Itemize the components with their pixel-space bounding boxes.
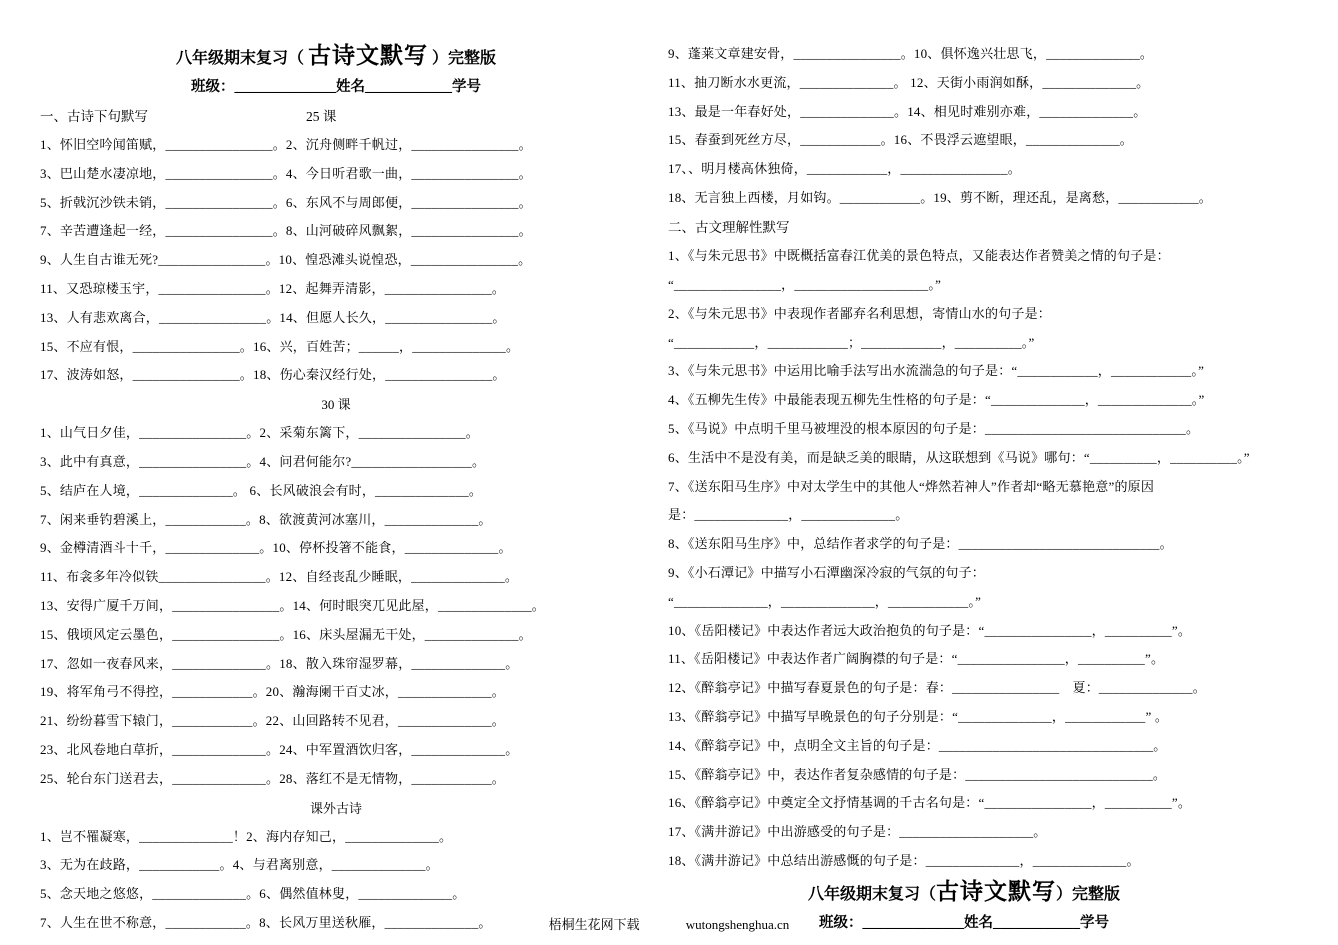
worksheet-line: 18、《满井游记》中总结出游感慨的句子是：______________，______________。 [668, 853, 1140, 869]
worksheet-line: 21、纷纷暮雪下辕门，____________。22、山回路转不见君，______________。 [40, 713, 506, 729]
worksheet-line: 1、怀旧空吟闻笛赋，________________。2、沉舟侧畔千帆过，________________。 [40, 137, 532, 152]
worksheet-line: 7、闲来垂钓碧溪上，____________。8、欲渡黄河冰塞川，______________。 [40, 511, 492, 527]
worksheet-line: 3、此中有真意，________________。4、问君何能尔?__________________。 [40, 453, 486, 469]
page-title [40, 40, 632, 72]
worksheet-line: 13、《醉翁亭记》中描写早晚景色的句子分别是：“______________，____________” 。 [668, 709, 1169, 725]
title-suffix: ）完整版 [428, 50, 497, 67]
worksheet-line: 1、山气日夕佳，________________。2、采菊东篱下，________________。 [40, 425, 480, 441]
worksheet-line: 12、《醉翁亭记》中描写春夏景色的句子是：春：________________ 夏：______________。 [668, 680, 1206, 696]
footer-site-name: 梧桐生花网下载 [548, 917, 640, 932]
worksheet-line: 9、蓬莱文章建安骨，________________。10、俱怀逸兴壮思飞，______________。 [668, 46, 1154, 61]
worksheet-line: 15、《醉翁亭记》中，表达作者复杂感情的句子是：____________________________。 [668, 766, 1167, 782]
worksheet-line: 17、忽如一夜春风来，______________。18、散入珠帘湿罗幕，______________。 [40, 655, 519, 671]
worksheet-line: 11、布衾多年冷似铁________________。12、自经丧乱少睡眠，______________。 [40, 569, 519, 585]
worksheet-line: “________________，____________________。” [668, 277, 942, 293]
worksheet-line: 5、《马说》中点明千里马被埋没的根本原因的句子是：______________________________。 [668, 421, 1200, 437]
worksheet-line: 是：______________，______________。 [668, 507, 909, 523]
worksheet-line: 11、《岳阳楼记》中表达作者广阔胸襟的句子是：“________________，__________”。 [668, 651, 1165, 667]
worksheet-line: 17、波涛如怒，________________。18、伤心秦汉经行处，________________。 [40, 367, 506, 383]
worksheet-line: 17、《满井游记》中出游感受的句子是：____________________。 [668, 824, 1047, 840]
worksheet-line: 15、俄顷风定云墨色，________________。16、床头屋漏无干处，______________。 [40, 626, 532, 642]
worksheet-line: 2、《与朱元思书》中表现作者鄙弃名利思想，寄情山水的句子是： [668, 305, 1052, 321]
worksheet-line: 11、抽刀断水水更流，______________。 12、天街小雨润如酥，______________。 [668, 74, 1150, 90]
title-prefix: 八年级期末复习（ [175, 50, 308, 67]
worksheet-line: 14、《醉翁亭记》中，点明全文主旨的句子是：________________________________。 [668, 737, 1167, 753]
worksheet-line: 10、《岳阳楼记》中表达作者远大政治抱负的句子是：“________________，__________”。 [668, 622, 1192, 638]
bottom-page-title [668, 876, 1260, 908]
lesson-30-label: 30 课 [321, 397, 351, 413]
lesson-30-lines [40, 419, 632, 793]
worksheet-line: 17、、明月楼高休独倚，____________，________________。 [668, 161, 1021, 177]
section-two-lines [668, 242, 1260, 876]
two-column-layout [40, 40, 1300, 938]
worksheet-line: “______________，______________，____________。” [668, 593, 982, 609]
worksheet-line: 7、《送东阳马生序》中对太学生中的其他人“烨然若神人”作者却“略无慕艳意”的原因 [668, 478, 1155, 494]
worksheet-line: 3、巴山楚水凄凉地，________________。4、今日听君歌一曲，________________。 [40, 165, 532, 181]
worksheet-line: 5、结庐在人境，______________。 6、长风破浪会有时，______________。 [40, 482, 483, 498]
section-one-heading: 一、古诗下句默写 [40, 109, 148, 124]
left-column [40, 40, 632, 938]
worksheet-line: 5、念天地之悠悠，______________。6、偶然值林叟，______________。 [40, 886, 466, 902]
bottom-class-name-number-line: 班级：______________姓名____________学号 [819, 914, 1109, 931]
worksheet-line: 4、《五柳先生传》中最能表现五柳先生性格的句子是：“______________，______________。” [668, 392, 1205, 408]
right-column [668, 40, 1260, 938]
worksheet-line: 8、《送东阳马生序》中，总结作者求学的句子是：______________________________。 [668, 536, 1173, 552]
bottom-title-emphasis: 古诗文默写 [936, 878, 1056, 904]
worksheet-line: 25、轮台东门送君去，______________。28、落红不是无情物，____________。 [40, 770, 506, 786]
section-one-header [40, 102, 632, 131]
worksheet-line: 6、生活中不是没有美，而是缺乏美的眼睛，从这联想到《马说》哪句：“__________，__________。” [668, 449, 1250, 465]
worksheet-line: 13、最是一年春好处，______________。14、相见时难别亦难，______________。 [668, 103, 1147, 119]
worksheet-line: 13、安得广厦千万间，________________。14、何时眼突兀见此屋，______________。 [40, 597, 546, 613]
worksheet-line: 23、北风卷地白草折，______________。24、中军置酒饮归客，______________。 [40, 741, 519, 757]
title-emphasis: 古诗文默写 [308, 43, 428, 68]
class-name-number-line: 班级：______________姓名____________学号 [191, 79, 481, 95]
worksheet-line: 11、又恐琼楼玉宇，________________。12、起舞弄清影，________________。 [40, 280, 506, 296]
worksheet-line: 19、将军角弓不得控，____________。20、瀚海阑干百丈冰，______________。 [40, 684, 506, 700]
bottom-title-suffix: ）完整版 [1056, 885, 1121, 903]
worksheet-line: 5、折戟沉沙铁未销，________________。6、东风不与周郎便，________________。 [40, 194, 532, 210]
worksheet-line: 1、岂不罹凝寒，______________！2、海内存知己，______________。 [40, 828, 453, 844]
worksheet-line: 13、人有悲欢离合，________________。14、但愿人长久，________________。 [40, 309, 506, 325]
worksheet-line: 3、《与朱元思书》中运用比喻手法写出水流湍急的句子是：“____________，____________。” [668, 363, 1205, 379]
worksheet-line: 15、春蚕到死丝方尽，____________。16、不畏浮云遮望眼，______________。 [668, 132, 1134, 148]
lesson-25-label: 25 课 [306, 109, 337, 124]
worksheet-line: 1、《与朱元思书》中既概括富春江优美的景色特点，又能表达作者赞美之情的句子是： [668, 248, 1170, 264]
footer-site-url: wutongshenghua.cn [685, 917, 790, 932]
worksheet-line: 9、人生自古谁无死?________________。10、惶恐滩头说惶恐，________________。 [40, 252, 532, 268]
section-two-heading: 二、古文理解性默写 [668, 219, 790, 235]
worksheet-line: 7、辛苦遭逢起一经，________________。8、山河破碎风飘絮，________________。 [40, 223, 532, 239]
worksheet-line: 9、金樽清酒斗十千，______________。10、停杯投箸不能食，______________。 [40, 540, 512, 556]
worksheet-line: 15、不应有恨，________________。16、兴，百姓苦；______，______________。 [40, 338, 520, 354]
bottom-title-prefix: 八年级期末复习（ [807, 885, 936, 903]
page-footer [0, 915, 1338, 935]
worksheet-line: 3、无为在歧路，____________。4、与君离别意，______________。 [40, 857, 439, 873]
extra-poems-lines-continued [668, 40, 1260, 213]
extra-poems-label: 课外古诗 [309, 800, 362, 816]
lesson-25-lines [40, 131, 632, 390]
worksheet-line: 16、《醉翁亭记》中奠定全文抒情基调的千古名句是：“________________，__________”。 [668, 795, 1192, 811]
worksheet-line: “____________，____________；____________，__________。” [668, 334, 1035, 350]
worksheet-line: 18、无言独上西楼，月如钩。____________。19、剪不断，理还乱，是离愁，____________。 [668, 189, 1213, 205]
worksheet-line: 7、人生在世不称意，____________。8、长风万里送秋雁，______________。 [40, 914, 492, 930]
worksheet-line: 9、《小石潭记》中描写小石潭幽深冷寂的气氛的句子： [668, 565, 986, 581]
